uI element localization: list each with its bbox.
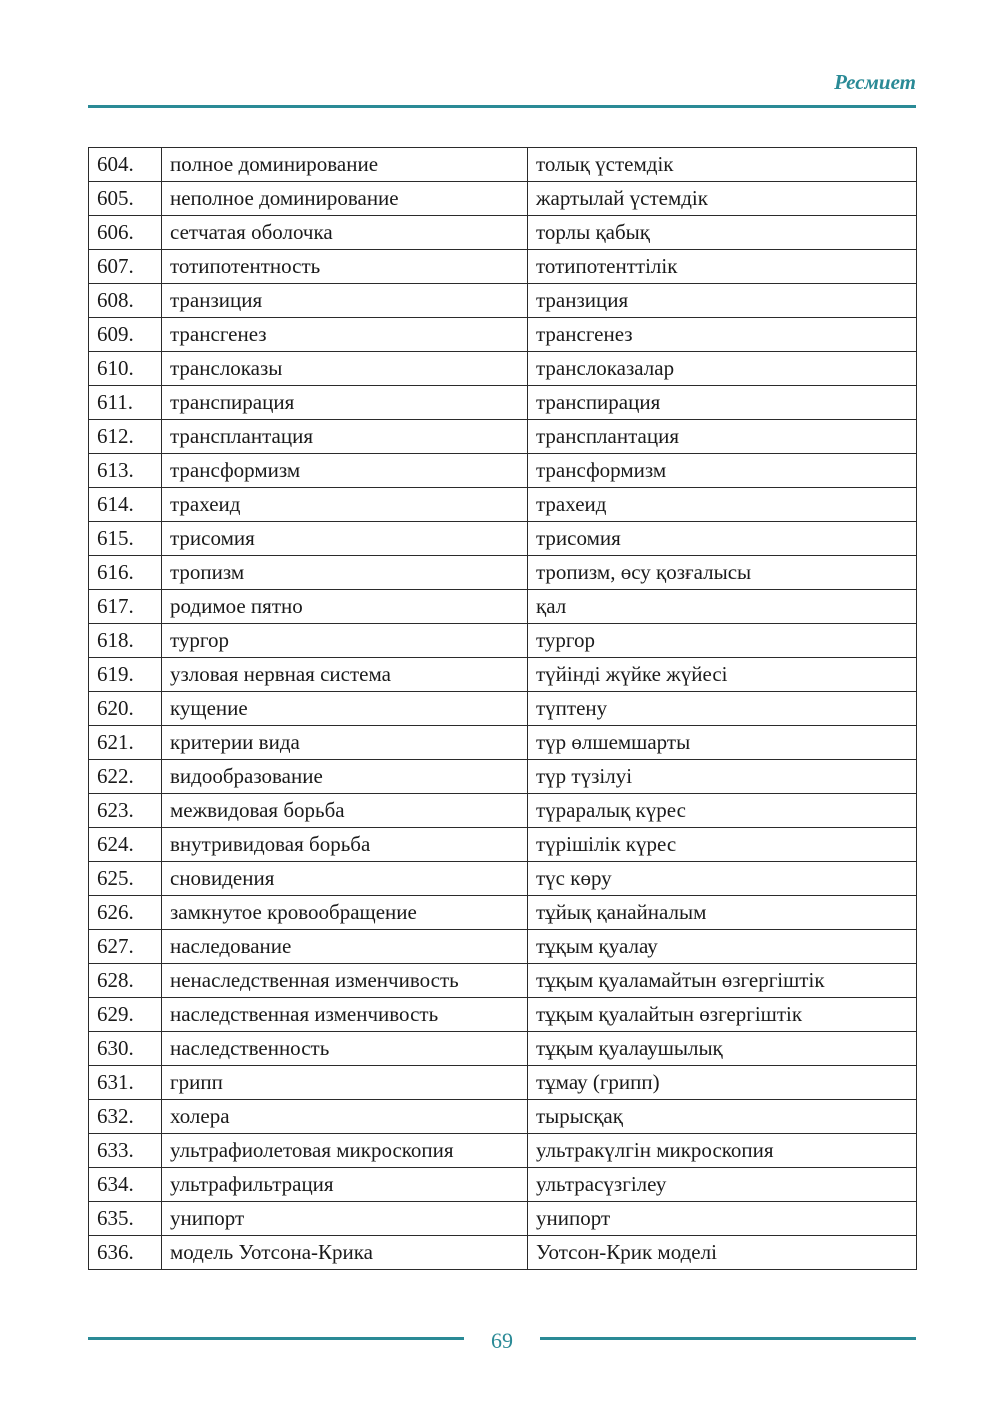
term-kazakh: ультрасүзгілеу	[528, 1168, 917, 1202]
term-russian: транслоказы	[162, 352, 528, 386]
term-kazakh: тұйық қанайналым	[528, 896, 917, 930]
term-kazakh: тропизм, өсу қозғалысы	[528, 556, 917, 590]
table-row	[89, 1100, 917, 1134]
entry-number: 618.	[89, 624, 162, 658]
entry-number: 630.	[89, 1032, 162, 1066]
table-row	[89, 624, 917, 658]
entry-number: 608.	[89, 284, 162, 318]
table-row	[89, 1236, 917, 1270]
term-kazakh: тұқым қуалау	[528, 930, 917, 964]
entry-number: 635.	[89, 1202, 162, 1236]
term-kazakh: түптену	[528, 692, 917, 726]
term-kazakh: трисомия	[528, 522, 917, 556]
term-kazakh: жартылай үстемдік	[528, 182, 917, 216]
entry-number: 634.	[89, 1168, 162, 1202]
table-row	[89, 454, 917, 488]
term-kazakh: түр өлшемшарты	[528, 726, 917, 760]
table-row	[89, 1032, 917, 1066]
term-kazakh: қал	[528, 590, 917, 624]
table-row	[89, 862, 917, 896]
table-row	[89, 692, 917, 726]
term-kazakh: ультракүлгін микроскопия	[528, 1134, 917, 1168]
entry-number: 632.	[89, 1100, 162, 1134]
table-row	[89, 420, 917, 454]
term-russian: наследственность	[162, 1032, 528, 1066]
glossary-table	[88, 147, 917, 1270]
table-row	[89, 794, 917, 828]
entry-number: 615.	[89, 522, 162, 556]
term-russian: модель Уотсона-Крика	[162, 1236, 528, 1270]
entry-number: 623.	[89, 794, 162, 828]
entry-number: 619.	[89, 658, 162, 692]
entry-number: 611.	[89, 386, 162, 420]
table-row	[89, 760, 917, 794]
term-russian: тургор	[162, 624, 528, 658]
term-russian: трансплантация	[162, 420, 528, 454]
table-row	[89, 1066, 917, 1100]
table-row	[89, 182, 917, 216]
entry-number: 626.	[89, 896, 162, 930]
entry-number: 604.	[89, 148, 162, 182]
term-kazakh: торлы қабық	[528, 216, 917, 250]
term-kazakh: трансгенез	[528, 318, 917, 352]
term-russian: транспирация	[162, 386, 528, 420]
entry-number: 609.	[89, 318, 162, 352]
term-russian: межвидовая борьба	[162, 794, 528, 828]
table-row	[89, 590, 917, 624]
table-row	[89, 522, 917, 556]
entry-number: 612.	[89, 420, 162, 454]
term-russian: ультрафильтрация	[162, 1168, 528, 1202]
term-russian: трансформизм	[162, 454, 528, 488]
term-russian: тотипотентность	[162, 250, 528, 284]
entry-number: 622.	[89, 760, 162, 794]
entry-number: 627.	[89, 930, 162, 964]
table-row	[89, 488, 917, 522]
table-row	[89, 828, 917, 862]
term-russian: транзиция	[162, 284, 528, 318]
term-russian: холера	[162, 1100, 528, 1134]
term-kazakh: түр түзілуі	[528, 760, 917, 794]
term-russian: неполное доминирование	[162, 182, 528, 216]
table-row	[89, 726, 917, 760]
running-title: Ресмиет	[834, 70, 916, 94]
term-kazakh: Уотсон-Крик моделі	[528, 1236, 917, 1270]
entry-number: 617.	[89, 590, 162, 624]
table-row	[89, 658, 917, 692]
term-kazakh: тұқым қуаламайтын өзгергіштік	[528, 964, 917, 998]
term-russian: внутривидовая борьба	[162, 828, 528, 862]
footer-rule-right	[540, 1337, 916, 1340]
term-russian: тропизм	[162, 556, 528, 590]
term-kazakh: транслоказалар	[528, 352, 917, 386]
entry-number: 625.	[89, 862, 162, 896]
entry-number: 614.	[89, 488, 162, 522]
term-russian: грипп	[162, 1066, 528, 1100]
term-kazakh: тырысқақ	[528, 1100, 917, 1134]
term-russian: унипорт	[162, 1202, 528, 1236]
table-row	[89, 386, 917, 420]
term-kazakh: транспирация	[528, 386, 917, 420]
footer-rule-left	[88, 1337, 464, 1340]
term-russian: критерии вида	[162, 726, 528, 760]
term-russian: сновидения	[162, 862, 528, 896]
term-russian: полное доминирование	[162, 148, 528, 182]
term-kazakh: трансплантация	[528, 420, 917, 454]
term-kazakh: тұмау (грипп)	[528, 1066, 917, 1100]
term-kazakh: трахеид	[528, 488, 917, 522]
term-russian: трансгенез	[162, 318, 528, 352]
term-kazakh: түйінді жүйке жүйесі	[528, 658, 917, 692]
entry-number: 620.	[89, 692, 162, 726]
term-russian: кущение	[162, 692, 528, 726]
glossary-body	[89, 148, 917, 1270]
term-kazakh: түрішілік күрес	[528, 828, 917, 862]
table-row	[89, 930, 917, 964]
term-russian: трахеид	[162, 488, 528, 522]
term-russian: видообразование	[162, 760, 528, 794]
term-kazakh: трансформизм	[528, 454, 917, 488]
term-kazakh: тотипотенттілік	[528, 250, 917, 284]
entry-number: 606.	[89, 216, 162, 250]
table-row	[89, 896, 917, 930]
term-russian: трисомия	[162, 522, 528, 556]
page-number: 69	[491, 1328, 513, 1353]
term-russian: ультрафиолетовая микроскопия	[162, 1134, 528, 1168]
term-kazakh: транзиция	[528, 284, 917, 318]
table-row	[89, 964, 917, 998]
term-kazakh: түраралық күрес	[528, 794, 917, 828]
term-russian: наследственная изменчивость	[162, 998, 528, 1032]
table-row	[89, 284, 917, 318]
entry-number: 613.	[89, 454, 162, 488]
term-russian: замкнутое кровообращение	[162, 896, 528, 930]
entry-number: 631.	[89, 1066, 162, 1100]
table-row	[89, 352, 917, 386]
term-russian: родимое пятно	[162, 590, 528, 624]
term-kazakh: унипорт	[528, 1202, 917, 1236]
term-russian: узловая нервная система	[162, 658, 528, 692]
header-rule	[88, 105, 916, 108]
term-russian: ненаследственная изменчивость	[162, 964, 528, 998]
term-kazakh: тұқым қуалаушылық	[528, 1032, 917, 1066]
entry-number: 610.	[89, 352, 162, 386]
entry-number: 636.	[89, 1236, 162, 1270]
table-row	[89, 148, 917, 182]
entry-number: 621.	[89, 726, 162, 760]
entry-number: 633.	[89, 1134, 162, 1168]
table-row	[89, 556, 917, 590]
table-row	[89, 216, 917, 250]
table-row	[89, 998, 917, 1032]
entry-number: 607.	[89, 250, 162, 284]
term-russian: наследование	[162, 930, 528, 964]
term-kazakh: тургор	[528, 624, 917, 658]
table-row	[89, 318, 917, 352]
table-row	[89, 1134, 917, 1168]
term-kazakh: толық үстемдік	[528, 148, 917, 182]
entry-number: 616.	[89, 556, 162, 590]
entry-number: 605.	[89, 182, 162, 216]
term-kazakh: тұқым қуалайтын өзгергіштік	[528, 998, 917, 1032]
table-row	[89, 1168, 917, 1202]
entry-number: 629.	[89, 998, 162, 1032]
entry-number: 628.	[89, 964, 162, 998]
term-kazakh: түс көру	[528, 862, 917, 896]
table-row	[89, 250, 917, 284]
term-russian: сетчатая оболочка	[162, 216, 528, 250]
table-row	[89, 1202, 917, 1236]
entry-number: 624.	[89, 828, 162, 862]
